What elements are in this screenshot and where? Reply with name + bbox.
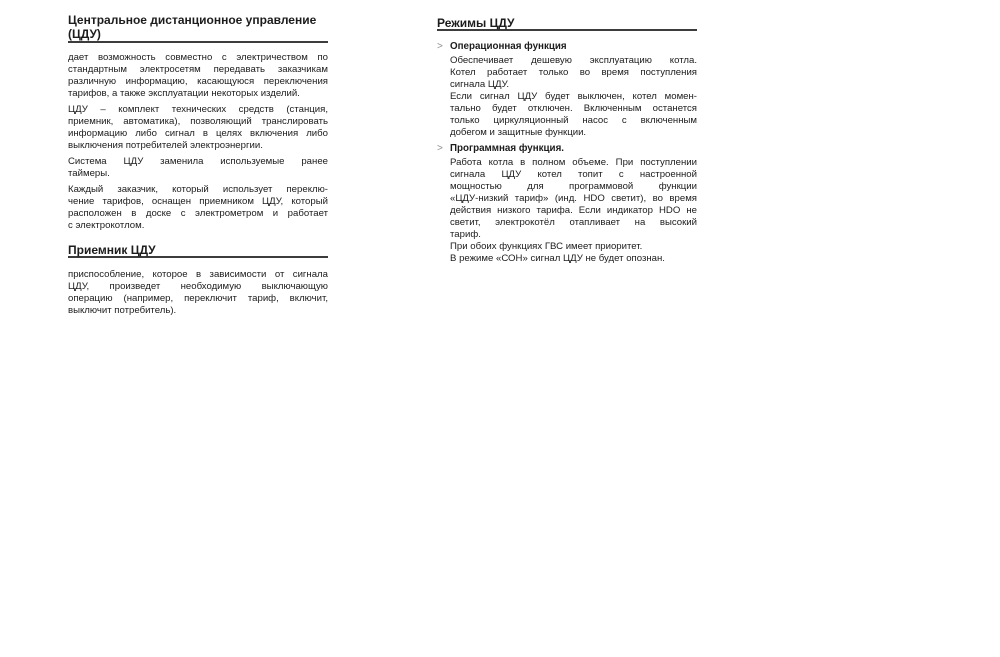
text-line: дает возможность совместно с электричеством по xyxy=(68,52,328,63)
text-line: выключения потребителей электроэнергии. xyxy=(68,140,263,151)
text-line: тарифов, а также эксплуатации некоторых изделий. xyxy=(68,88,300,99)
bullet-body xyxy=(450,55,697,139)
text-line: Каждый заказчик, который использует переклю- xyxy=(68,184,328,195)
paragraph xyxy=(450,55,697,91)
bullet-body xyxy=(450,157,697,241)
bullet-title: Программная функция. xyxy=(450,143,565,154)
text-line: ЦДУ, произведет необходимую выключающую xyxy=(68,281,328,292)
paragraph xyxy=(68,184,328,232)
text-line: тально будет отключен. Включенным останется xyxy=(450,103,697,114)
text-line: светит, электрокотёл отапливает на высокий xyxy=(450,217,697,228)
paragraph xyxy=(450,157,697,241)
paragraph xyxy=(68,156,328,180)
modes-heading: Режимы ЦДУ xyxy=(437,18,697,31)
bullet-item xyxy=(437,41,697,139)
text-line: ЦДУ – комплект технических средств (станция, xyxy=(68,104,328,115)
text-line: с электрокотлом. xyxy=(68,220,145,231)
text-line: тариф. xyxy=(450,229,481,240)
text-line: выключит потребитель). xyxy=(68,305,177,316)
right-column xyxy=(437,18,697,265)
page-title-line-2: (ЦДУ) xyxy=(68,27,101,41)
text-line: операцию (например, переключит тариф, включит, xyxy=(68,293,328,304)
text-line: расположен в доске с электрометром и работает xyxy=(68,208,328,219)
paragraph xyxy=(68,52,328,100)
text-line: приспособление, которое в зависимости от сигнала xyxy=(68,269,328,280)
text-line: «ЦДУ-низкий тариф» (инд. HDO светит), во время xyxy=(450,193,697,204)
text-line: только циркуляционный насос с включенным xyxy=(450,115,697,126)
text-line: действия низкого тарифа. Если индикатор HDO не xyxy=(450,205,697,216)
page-title-line-1: Центральное дистанционное управление xyxy=(68,13,317,27)
intro-section xyxy=(68,52,328,232)
bullet-title: Операционная функция xyxy=(450,41,567,52)
chevron-right-icon: > xyxy=(437,41,443,52)
text-line: стандартным электросетям передавать заказчикам xyxy=(68,64,328,75)
text-line: сигнала ЦДУ. xyxy=(450,79,510,90)
receiver-section xyxy=(68,269,328,317)
text-line: различную информацию, касающуюся переключения xyxy=(68,76,328,87)
text-line: Система ЦДУ заменила используемые ранее xyxy=(68,156,328,167)
modes-bullet-list xyxy=(437,41,697,241)
paragraph xyxy=(450,91,697,139)
text-line: добегом и защитные функции. xyxy=(450,127,587,138)
closing-line: При обоих функциях ГВС имеет приоритет. xyxy=(450,241,643,252)
text-line: чение тарифов, оснащен приемником ЦДУ, который xyxy=(68,196,328,207)
receiver-heading: Приемник ЦДУ xyxy=(68,245,328,258)
paragraph xyxy=(68,269,328,317)
closing-notes xyxy=(437,241,697,265)
bullet-item xyxy=(437,143,697,241)
text-line: Работа котла в полном объеме. При поступлении xyxy=(450,157,697,168)
text-line: Обеспечивает дешевую эксплуатацию котла. xyxy=(450,55,697,66)
text-line: Если сигнал ЦДУ будет выключен, котел момен- xyxy=(450,91,697,102)
page-title xyxy=(68,13,328,43)
paragraph xyxy=(68,104,328,152)
text-line: приемник, автоматика), позволяющий транслировать xyxy=(68,116,328,127)
text-line: информацию либо сигнал в целях включения либо xyxy=(68,128,328,139)
text-line: мощностью для программовой функции xyxy=(450,181,697,192)
left-column xyxy=(68,13,328,317)
text-line: Котел работает только во время поступления xyxy=(450,67,697,78)
text-line: сигнала ЦДУ котел топит с настроенной xyxy=(450,169,697,180)
chevron-right-icon: > xyxy=(437,143,443,154)
text-line: таймеры. xyxy=(68,168,110,179)
closing-line: В режиме «СОН» сигнал ЦДУ не будет опознан. xyxy=(450,253,665,264)
